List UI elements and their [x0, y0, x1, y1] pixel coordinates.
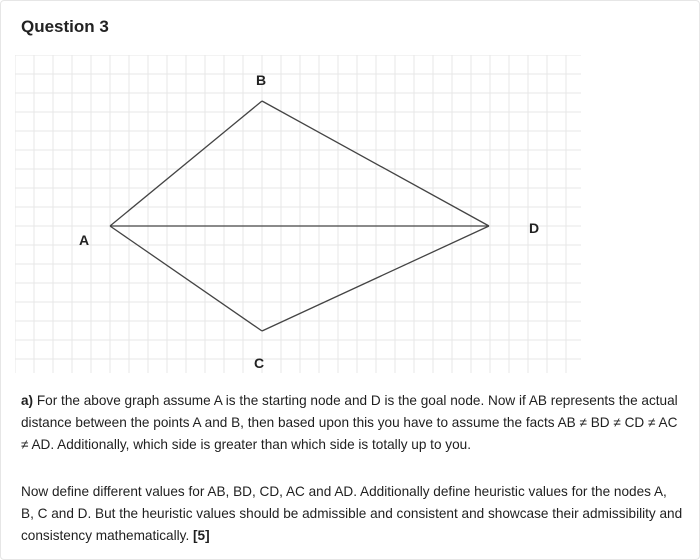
question-title: Question 3 [21, 17, 109, 36]
part-a-label: a) [21, 393, 34, 408]
graph-svg [15, 55, 581, 373]
part-b-paragraph [21, 481, 683, 547]
node-label-d: D [529, 220, 540, 236]
node-label-b: B [256, 72, 267, 88]
node-label-c: C [254, 355, 265, 371]
part-b-text: Now define different values for AB, BD, CD, AC and AD. Additionally define heuristic values for the nodes A, B, C and D. But the heuristic values should be admissible and consistent and showcase their admissibility and consistency mathematically. [21, 484, 683, 543]
marks-label: [5] [193, 528, 210, 543]
graph-figure [15, 55, 581, 373]
part-a-text: For the above graph assume A is the starting node and D is the goal node. Now if AB represents the actual distance between the points A and B, then based upon this you have to assume the facts AB ≠ BD ≠ CD ≠ AC ≠ AD. Additionally, which side is greater than which side is totally up to you. [21, 393, 678, 452]
part-a-paragraph [21, 390, 683, 456]
grid-background [15, 55, 581, 373]
node-label-a: A [79, 232, 90, 248]
